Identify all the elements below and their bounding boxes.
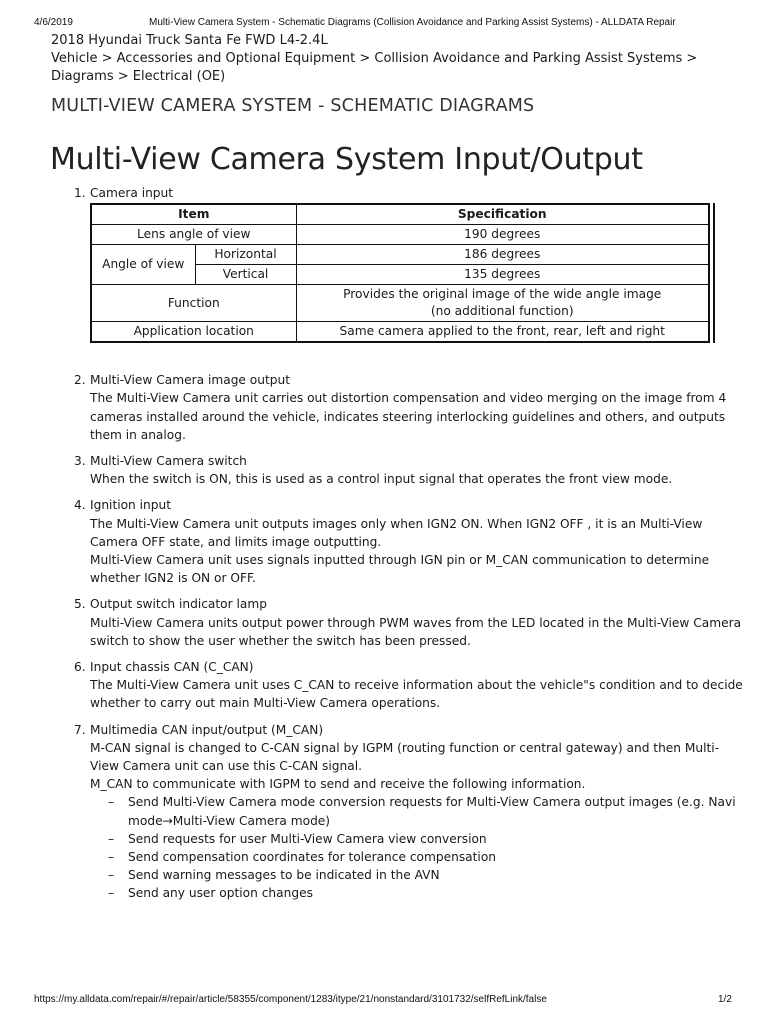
list-item: – Send Multi-View Camera mode conversion requests for Multi-View Camera output images (e.g. Navi mode→Multi-View Camera mode) xyxy=(90,793,744,829)
print-date: 4/6/2019 xyxy=(34,17,73,28)
print-page-title: Multi-View Camera System - Schematic Diagrams (Collision Avoidance and Parking Assist Systems) - ALLDATA Repair xyxy=(149,17,676,28)
table-cell: Application location xyxy=(91,322,296,343)
list-item-chassis-can xyxy=(74,658,744,713)
list-item-camera-input xyxy=(74,184,744,343)
list-item: – Send compensation coordinates for tolerance compensation xyxy=(90,848,744,866)
table-cell: Vertical xyxy=(195,265,296,285)
item-text: The Multi-View Camera unit outputs images only when IGN2 ON. When IGN2 OFF , it is an Multi-View Camera OFF state, and limits image outputting. xyxy=(90,516,703,549)
page-url[interactable]: https://my.alldata.com/repair/#/repair/article/58355/component/1283/itype/21/nonstandard/3101732/selfRefLink/false xyxy=(34,994,547,1005)
table-cell xyxy=(296,285,709,322)
function-value-line: Provides the original image of the wide angle image xyxy=(343,287,662,302)
list-item: – Send requests for user Multi-View Camera view conversion xyxy=(90,830,744,848)
table-cell: 186 degrees xyxy=(296,245,709,265)
page-number: 1/2 xyxy=(718,994,732,1005)
list-item-image-output xyxy=(74,371,744,444)
table-cell: Angle of view xyxy=(91,245,195,285)
table-cell: Lens angle of view xyxy=(91,225,296,245)
table-row xyxy=(91,285,709,322)
item-heading: Multi-View Camera image output xyxy=(90,373,291,388)
table-row xyxy=(91,245,709,265)
section-title: MULTI-VIEW CAMERA SYSTEM - SCHEMATIC DIAGRAMS xyxy=(51,96,535,116)
list-item-camera-switch xyxy=(74,452,744,488)
item-heading: Camera input xyxy=(90,186,174,200)
table-header-specification: Specification xyxy=(296,204,709,225)
page-title: Multi-View Camera System Input/Output xyxy=(50,142,643,177)
table-header-row xyxy=(91,204,709,225)
list-item: – Send any user option changes xyxy=(90,884,744,902)
table-cell: Same camera applied to the front, rear, left and right xyxy=(296,322,709,343)
vehicle-name: 2018 Hyundai Truck Santa Fe FWD L4-2.4L xyxy=(51,33,328,48)
item-number: 4. xyxy=(74,498,86,513)
table-row xyxy=(91,225,709,245)
info-bullet-list xyxy=(90,793,744,902)
item-heading: Output switch indicator lamp xyxy=(90,597,267,612)
list-item: – Send warning messages to be indicated in the AVN xyxy=(90,866,744,884)
vehicle-breadcrumb-block xyxy=(51,32,741,86)
item-heading: Multimedia CAN input/output (M_CAN) xyxy=(90,722,324,737)
table-header-item: Item xyxy=(91,204,296,225)
table-cell: Function xyxy=(91,285,296,322)
item-text: The Multi-View Camera unit carries out distortion compensation and video merging on the image from 4 cameras installed around the vehicle, indicates steering interlocking guidelines and others, and outputs them in analog. xyxy=(90,391,727,442)
table-cell: Horizontal xyxy=(195,245,296,265)
item-heading: Ignition input xyxy=(90,498,172,513)
list-item-ignition-input xyxy=(74,496,744,587)
item-number: 2. xyxy=(74,373,86,388)
item-text: Multi-View Camera units output power through PWM waves from the LED located in the Multi-View Camera switch to show the user whether the switch has been pressed. xyxy=(90,615,742,648)
table-row xyxy=(91,322,709,343)
item-number: 1. xyxy=(74,186,86,200)
item-heading: Multi-View Camera switch xyxy=(90,454,247,469)
item-text: M_CAN to communicate with IGPM to send and receive the following information. xyxy=(90,777,586,792)
item-text: Multi-View Camera unit uses signals inputted through IGN pin or M_CAN communication to determine whether IGN2 is ON or OFF. xyxy=(90,553,710,586)
item-number: 6. xyxy=(74,660,86,675)
list-item-multimedia-can xyxy=(74,721,744,903)
item-text: The Multi-View Camera unit uses C_CAN to receive information about the vehicle"s condition and to decide whether to carry out main Multi-View Camera operations. xyxy=(90,678,743,711)
item-number: 7. xyxy=(74,722,86,737)
list-item-indicator-lamp xyxy=(74,595,744,650)
item-number: 5. xyxy=(74,597,86,612)
breadcrumb[interactable]: Vehicle > Accessories and Optional Equipment > Collision Avoidance and Parking Assist Systems > Diagrams > Electrical (OE) xyxy=(51,51,698,84)
function-value-line: (no additional function) xyxy=(430,304,574,319)
io-list xyxy=(74,184,744,903)
item-text: M-CAN signal is changed to C-CAN signal by IGPM (routing function or central gateway) and then Multi-View Camera unit can use this C-CAN signal. xyxy=(90,740,720,774)
item-text: When the switch is ON, this is used as a control input signal that operates the front view mode. xyxy=(90,472,673,487)
item-heading: Input chassis CAN (C_CAN) xyxy=(90,660,254,675)
table-cell: 135 degrees xyxy=(296,265,709,285)
item-number: 3. xyxy=(74,454,86,469)
camera-spec-table xyxy=(90,203,710,343)
table-cell: 190 degrees xyxy=(296,225,709,245)
